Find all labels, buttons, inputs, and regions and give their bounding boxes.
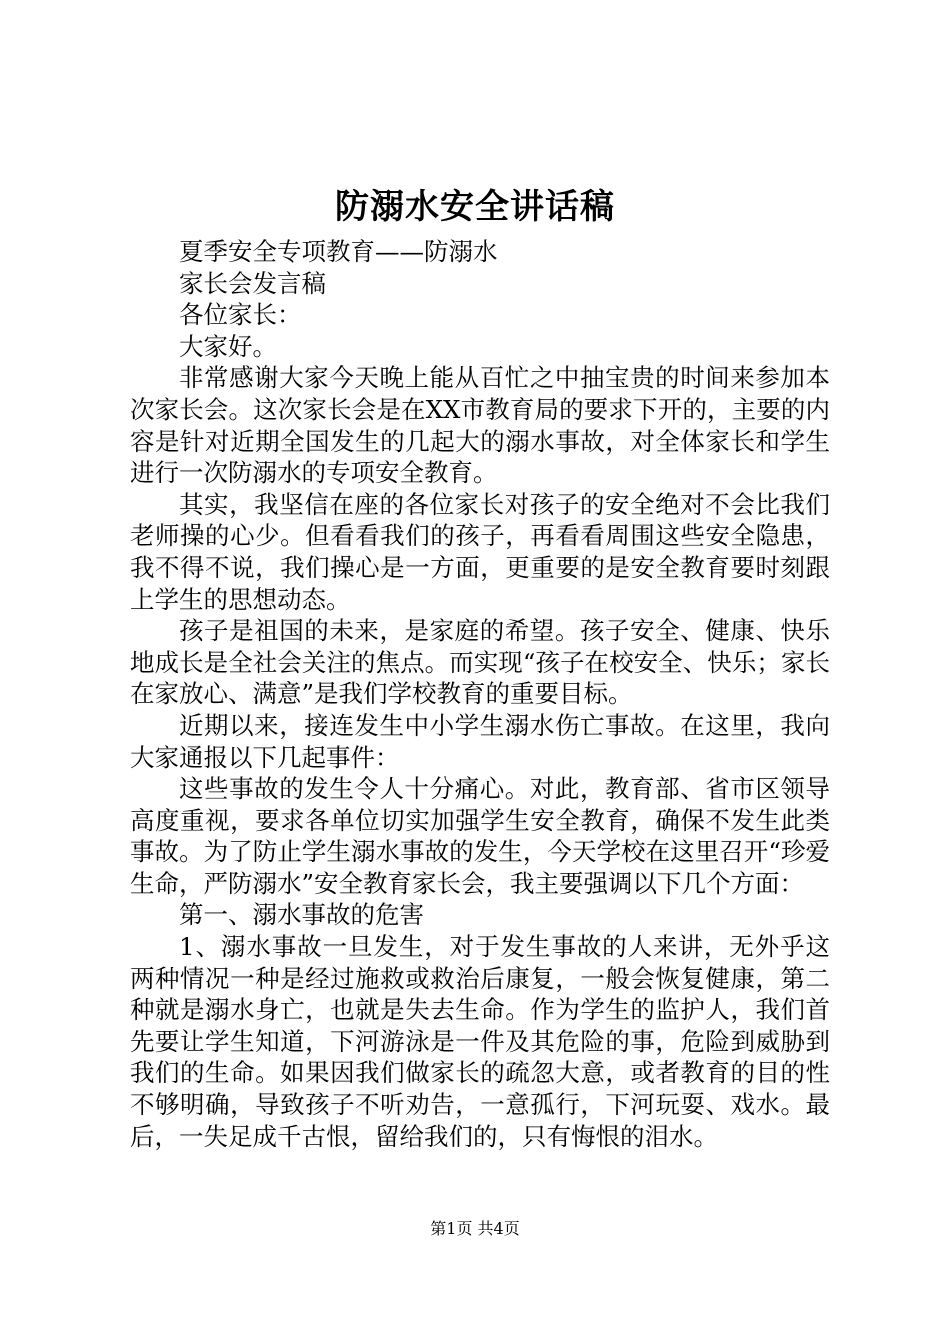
subtitle-line: 家长会发言稿	[179, 268, 326, 298]
document-title: 防溺水安全讲话稿	[335, 187, 615, 227]
section-heading: 第一、溺水事故的危害	[179, 900, 424, 930]
page-footer: 第1页 共4页	[430, 1219, 520, 1238]
body-paragraph: 非常感谢大家今天晚上能从百忙之中抽宝贵的时间来参加本次家长会。这次家长会是在XX市教育局的要求下开的，主要的内容是针对近期全国发生的几起大的溺水事故，对全体家长和学生进行一次防溺水的专项安全教育。	[130, 363, 830, 488]
body-paragraph: 孩子是祖国的未来，是家庭的希望。孩子安全、健康、快乐地成长是全社会关注的焦点。而实现“孩子在校安全、快乐；家长在家放心、满意”是我们学校教育的重要目标。	[130, 616, 830, 709]
salutation: 各位家长：	[179, 300, 302, 330]
body-paragraph: 其实，我坚信在座的各位家长对孩子的安全绝对不会比我们老师操的心少。但看看我们的孩子，再看看周围这些安全隐患，我不得不说，我们操心是一方面，更重要的是安全教育要时刻跟上学生的思想动态。	[130, 489, 830, 614]
body-paragraph: 1、溺水事故一旦发生，对于发生事故的人来讲，无外乎这两种情况一种是经过施救或救治后康复，一般会恢复健康，第二种就是溺水身亡，也就是失去生命。作为学生的监护人，我们首先要让学生知道，下河游泳是一件及其危险的事，危险到威胁到我们的生命。如果因我们做家长的疏忽大意，或者教育的目的性不够明确，导致孩子不听劝告，一意孤行，下河玩耍、戏水。最后，一失足成千古恨，留给我们的，只有悔恨的泪水。	[130, 932, 830, 1151]
greeting: 大家好。	[179, 331, 277, 361]
document-body	[130, 236, 830, 1152]
body-paragraph: 这些事故的发生令人十分痛心。对此，教育部、省市区领导高度重视，要求各单位切实加强学生安全教育，确保不发生此类事故。为了防止学生溺水事故的发生，今天学校在这里召开“珍爱生命，严防溺水”安全教育家长会，我主要强调以下几个方面：	[130, 774, 830, 898]
subtitle-line: 夏季安全专项教育——防溺水	[179, 237, 498, 266]
body-paragraph: 近期以来，接连发生中小学生溺水伤亡事故。在这里，我向大家通报以下几起事件：	[130, 710, 830, 772]
